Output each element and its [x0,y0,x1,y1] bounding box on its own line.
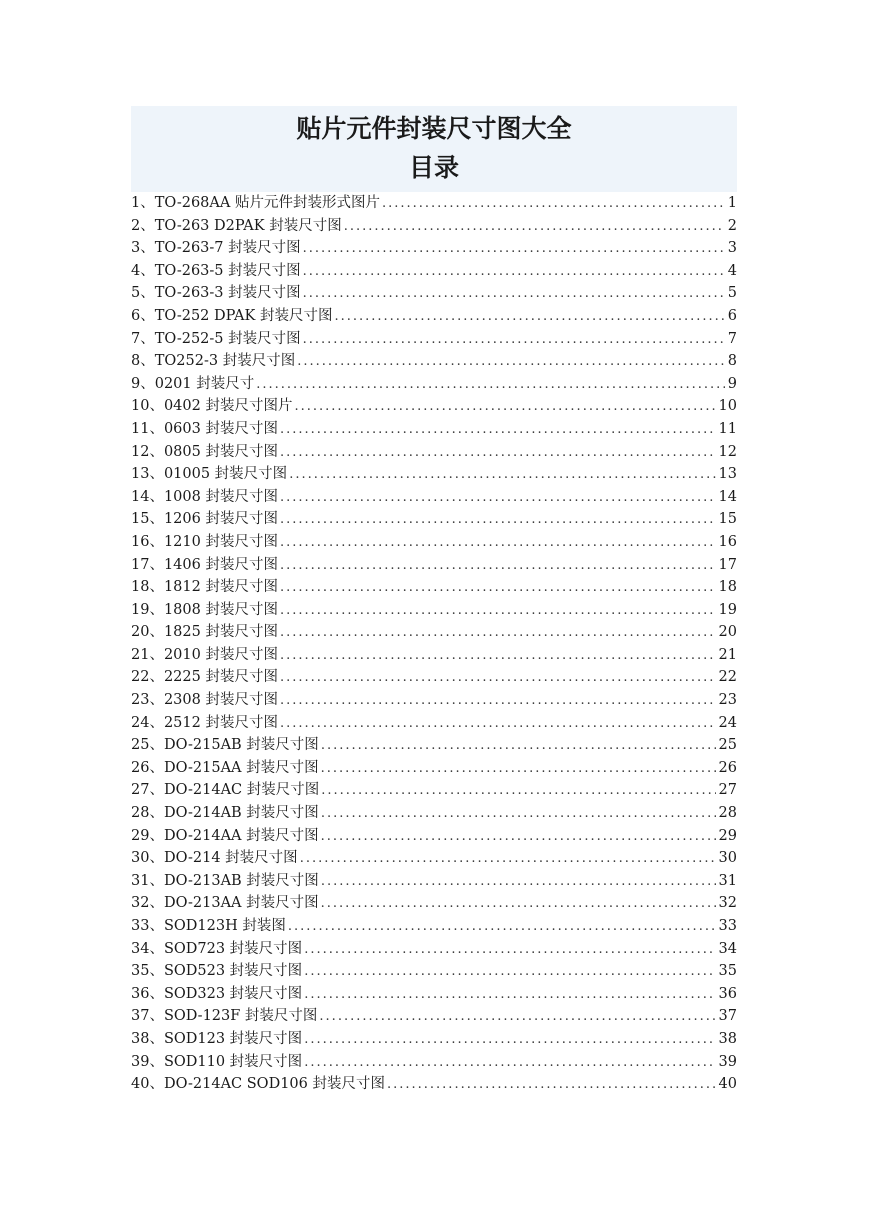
toc-entry-label: 7、TO-252-5 封装尺寸图 [131,330,301,347]
toc-entry[interactable] [131,666,737,689]
toc-entry-label: 9、0201 封装尺寸 [131,375,255,392]
toc-entry-label: 20、1825 封装尺寸图 [131,624,278,641]
toc-entry[interactable] [131,282,737,305]
toc-entry[interactable] [131,350,737,373]
toc-dot-leader [280,487,716,509]
toc-entry[interactable] [131,870,737,893]
toc-entry[interactable] [131,508,737,531]
table-of-contents [131,192,737,1096]
toc-entry[interactable] [131,938,737,961]
toc-dot-leader [280,555,716,577]
toc-dot-leader [280,690,716,712]
toc-entry-label: 8、TO252-3 封装尺寸图 [131,353,296,370]
toc-dot-leader [289,464,715,486]
toc-entry-label: 21、2010 封装尺寸图 [131,646,278,663]
toc-dot-leader [334,306,724,328]
toc-page-number: 9 [727,375,737,392]
toc-entry-label: 23、2308 封装尺寸图 [131,692,278,709]
toc-dot-leader [303,261,725,283]
toc-page-number: 3 [727,240,737,257]
toc-entry-label: 13、01005 封装尺寸图 [131,466,288,483]
toc-entry[interactable] [131,825,737,848]
toc-entry[interactable] [131,1028,737,1051]
toc-page-number: 6 [727,307,737,324]
toc-entry[interactable] [131,395,737,418]
toc-page-number: 7 [727,330,737,347]
toc-page-number: 37 [718,1008,737,1025]
toc-dot-leader [382,193,725,215]
toc-page-number: 17 [718,556,737,573]
toc-dot-leader [344,216,725,238]
toc-dot-leader [303,283,725,305]
toc-entry[interactable] [131,960,737,983]
toc-entry-label: 6、TO-252 DPAK 封装尺寸图 [131,307,333,324]
toc-entry-label: 36、SOD323 封装尺寸图 [131,985,303,1002]
toc-dot-leader [303,238,725,260]
toc-page-number: 14 [718,488,737,505]
toc-entry[interactable] [131,892,737,915]
toc-page-number: 1 [727,195,737,211]
toc-entry-label: 33、SOD123H 封装图 [131,918,286,934]
toc-page-number: 32 [718,895,737,912]
title-band [131,106,737,192]
toc-page-number: 24 [718,714,737,731]
toc-page-number: 28 [718,805,737,822]
toc-dot-leader [280,442,716,464]
toc-entry-label: 37、SOD-123F 封装尺寸图 [131,1008,318,1025]
toc-entry-label: 24、2512 封装尺寸图 [131,714,278,731]
toc-page-number: 38 [718,1030,737,1047]
toc-entry-label: 2、TO-263 D2PAK 封装尺寸图 [131,217,342,234]
toc-entry[interactable] [131,237,737,260]
toc-entry-label: 11、0603 封装尺寸图 [131,420,278,437]
toc-page-number: 12 [718,443,737,460]
toc-page-number: 19 [718,601,737,618]
toc-entry-label: 35、SOD523 封装尺寸图 [131,963,303,980]
toc-heading: 目录 [408,153,459,182]
toc-page-number: 31 [718,872,737,889]
toc-entry-label: 10、0402 封装尺寸图片 [131,398,293,415]
toc-entry-label: 30、DO-214 封装尺寸图 [131,850,298,867]
toc-page-number: 23 [718,692,737,709]
toc-page-number: 13 [718,466,737,483]
toc-dot-leader [304,1029,715,1051]
toc-page-number: 40 [718,1076,737,1093]
toc-entry[interactable] [131,802,737,825]
toc-dot-leader [288,916,716,938]
toc-entry-label: 16、1210 封装尺寸图 [131,533,278,550]
toc-dot-leader [297,351,725,373]
toc-entry-label: 18、1812 封装尺寸图 [131,579,278,596]
toc-entry[interactable] [131,192,737,215]
toc-entry[interactable] [131,712,737,735]
toc-entry-label: 31、DO-213AB 封装尺寸图 [131,872,319,889]
toc-entry[interactable] [131,305,737,328]
toc-page-number: 4 [727,262,737,279]
toc-dot-leader [304,1052,715,1074]
toc-entry[interactable] [131,215,737,238]
toc-dot-leader [300,848,716,870]
toc-entry-label: 17、1406 封装尺寸图 [131,556,278,573]
toc-entry[interactable] [131,915,737,938]
toc-entry-label: 27、DO-214AC 封装尺寸图 [131,782,320,799]
toc-entry-label: 4、TO-263-5 封装尺寸图 [131,262,301,279]
toc-page-number: 10 [718,398,737,415]
toc-entry-label: 3、TO-263-7 封装尺寸图 [131,240,301,257]
toc-entry-label: 1、TO-268AA 贴片元件封装形式图片 [131,195,380,211]
toc-entry-label: 38、SOD123 封装尺寸图 [131,1030,303,1047]
toc-dot-leader [280,713,716,735]
toc-dot-leader [321,780,715,802]
toc-page-number: 18 [718,579,737,596]
toc-page-number: 35 [718,963,737,980]
toc-entry[interactable] [131,486,737,509]
toc-dot-leader [304,961,715,983]
toc-page-number: 39 [718,1053,737,1070]
toc-page-number: 29 [718,827,737,844]
toc-dot-leader [321,803,716,825]
toc-entry[interactable] [131,1005,737,1028]
toc-entry[interactable] [131,576,737,599]
toc-entry[interactable] [131,599,737,622]
toc-dot-leader [321,758,716,780]
toc-dot-leader [280,622,716,644]
toc-entry-label: 22、2225 封装尺寸图 [131,669,278,686]
toc-entry[interactable] [131,1073,737,1096]
toc-page-number: 2 [727,217,737,234]
toc-dot-leader [280,532,716,554]
toc-entry[interactable] [131,644,737,667]
toc-dot-leader [304,939,715,961]
toc-page-number: 8 [727,353,737,370]
toc-page-number: 22 [718,669,737,686]
toc-dot-leader [319,1006,715,1028]
toc-dot-leader [321,826,716,848]
toc-page-number: 27 [718,782,737,799]
toc-dot-leader [294,396,715,418]
toc-entry-label: 26、DO-215AA 封装尺寸图 [131,759,319,776]
toc-entry[interactable] [131,1051,737,1074]
toc-entry[interactable] [131,847,737,870]
toc-entry-label: 28、DO-214AB 封装尺寸图 [131,805,319,822]
toc-entry[interactable] [131,689,737,712]
toc-entry-label: 12、0805 封装尺寸图 [131,443,278,460]
toc-page-number: 5 [727,285,737,302]
toc-entry-label: 25、DO-215AB 封装尺寸图 [131,737,319,754]
toc-entry-label: 29、DO-214AA 封装尺寸图 [131,827,319,844]
toc-page-number: 30 [718,850,737,867]
toc-dot-leader [280,419,716,441]
toc-entry[interactable] [131,734,737,757]
toc-page-number: 33 [718,918,737,934]
toc-dot-leader [280,509,716,531]
toc-dot-leader [280,645,716,667]
document-title: 贴片元件封装尺寸图大全 [296,114,572,143]
toc-dot-leader [321,871,716,893]
toc-entry[interactable] [131,418,737,441]
toc-page-number: 15 [718,511,737,528]
document-page [131,106,737,1096]
toc-entry-label: 40、DO-214AC SOD106 封装尺寸图 [131,1076,385,1093]
toc-entry[interactable] [131,983,737,1006]
toc-page-number: 16 [718,533,737,550]
toc-dot-leader [321,893,716,915]
toc-entry[interactable] [131,554,737,577]
toc-entry[interactable] [131,779,737,802]
toc-entry-label: 5、TO-263-3 封装尺寸图 [131,285,301,302]
toc-entry-label: 32、DO-213AA 封装尺寸图 [131,895,319,912]
toc-entry[interactable] [131,531,737,554]
toc-entry[interactable] [131,441,737,464]
toc-dot-leader [303,329,725,351]
toc-entry[interactable] [131,373,737,396]
toc-entry-label: 15、1206 封装尺寸图 [131,511,278,528]
toc-dot-leader [387,1074,716,1096]
toc-page-number: 36 [718,985,737,1002]
toc-dot-leader [304,984,715,1006]
toc-page-number: 34 [718,940,737,957]
toc-entry-label: 39、SOD110 封装尺寸图 [131,1053,303,1070]
toc-dot-leader [280,577,716,599]
toc-dot-leader [280,667,716,689]
toc-page-number: 26 [718,759,737,776]
toc-page-number: 11 [718,420,737,437]
toc-page-number: 21 [718,646,737,663]
toc-entry-label: 14、1008 封装尺寸图 [131,488,278,505]
toc-dot-leader [256,374,725,396]
toc-dot-leader [280,600,716,622]
toc-entry-label: 34、SOD723 封装尺寸图 [131,940,303,957]
toc-entry-label: 19、1808 封装尺寸图 [131,601,278,618]
toc-page-number: 20 [718,624,737,641]
toc-page-number: 25 [718,737,737,754]
toc-entry[interactable] [131,260,737,283]
toc-entry[interactable] [131,757,737,780]
toc-entry[interactable] [131,463,737,486]
toc-entry[interactable] [131,328,737,351]
toc-entry[interactable] [131,621,737,644]
toc-dot-leader [321,735,716,757]
